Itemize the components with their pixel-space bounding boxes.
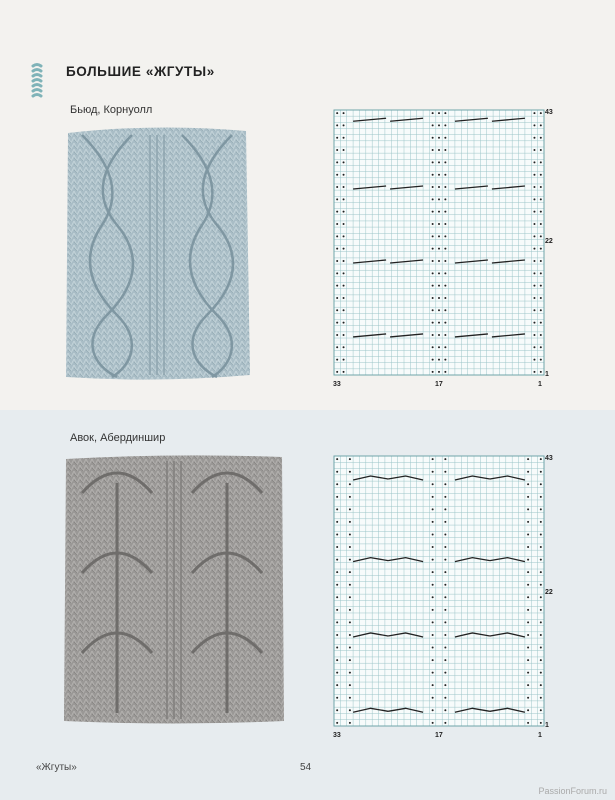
- yarn-skein-icon: [30, 62, 44, 98]
- stitch-label-left: 33: [333, 732, 341, 739]
- stitch-label-left: 33: [333, 381, 341, 388]
- row-label-bottom: 1: [545, 722, 549, 729]
- pattern-title-bude: Бьюд, Корнуолл: [70, 104, 153, 116]
- page-heading: БОЛЬШИЕ «ЖГУТЫ»: [66, 64, 215, 79]
- row-label-top: 43: [545, 455, 553, 462]
- knit-swatch-photo-avoch: [62, 453, 286, 726]
- row-label-middle: 22: [545, 238, 553, 245]
- row-label-top: 43: [545, 109, 553, 116]
- page-number: 54: [300, 762, 312, 773]
- stitch-label-middle: 17: [435, 732, 443, 739]
- row-label-middle: 22: [545, 589, 553, 596]
- pattern-title-avoch: Авок, Абердиншир: [70, 432, 166, 444]
- stitch-label-right: 1: [538, 381, 542, 388]
- stitch-label-right: 1: [538, 732, 542, 739]
- knitting-chart-avoch: [316, 448, 561, 748]
- row-label-bottom: 1: [545, 371, 549, 378]
- footer-section-name: «Жгуты»: [36, 762, 77, 773]
- watermark: PassionForum.ru: [538, 786, 607, 796]
- stitch-label-middle: 17: [435, 381, 443, 388]
- knitting-chart-bude: [316, 100, 561, 395]
- knit-swatch-photo-bude: [62, 125, 252, 383]
